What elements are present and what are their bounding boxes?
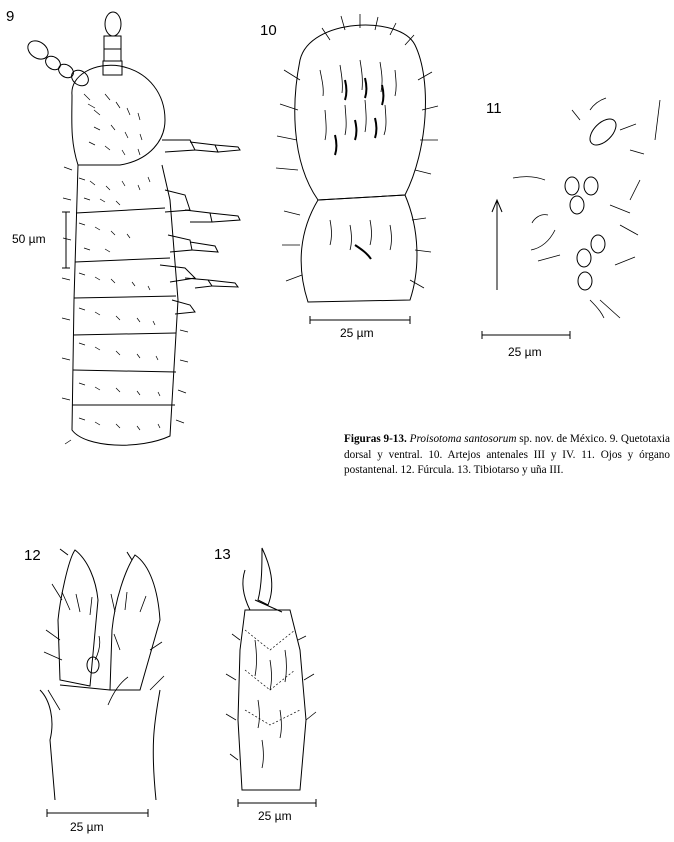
caption-species: Proisotoma santosorum <box>409 433 517 445</box>
fig9-animal-illustration <box>24 12 240 445</box>
fig11-number: 11 <box>486 100 502 117</box>
fig12-dens-right <box>110 555 160 690</box>
fig12-scale-label: 25 µm <box>70 820 104 834</box>
fig10-number: 10 <box>260 22 277 39</box>
fig9-body-outline <box>72 165 178 445</box>
fig11-eye <box>570 196 584 214</box>
fig12-manubrium <box>40 685 160 800</box>
fig9-head <box>72 65 165 165</box>
fig11-eyes-illustration <box>482 98 660 339</box>
fig13-number: 13 <box>214 546 231 563</box>
fig11-eye <box>578 272 592 290</box>
fig11-eye <box>591 235 605 253</box>
fig13-scale-label: 25 µm <box>258 809 292 823</box>
fig9-setae <box>62 94 188 444</box>
fig11-scale-label: 25 µm <box>508 345 542 359</box>
fig12-dens-left <box>58 550 98 686</box>
fig9-antenna-left <box>24 37 91 89</box>
fig13-claw <box>258 548 272 605</box>
fig12-setae <box>44 584 164 710</box>
fig12-furcula-illustration <box>40 549 164 817</box>
fig9-segment-lines <box>72 208 176 405</box>
fig11-eye <box>577 249 591 267</box>
caption-text: sp. nov. de México. 9. Quetotaxia dorsal y ventral. 10. Artejos antenales III y IV. 11. Ojos y órgano postantenal. 12. Fúrcula. 13. Tibiotarso y uña III. <box>344 433 670 476</box>
caption-label: Figuras 9-13. <box>344 433 407 445</box>
fig11-postantennal-organ <box>585 114 620 149</box>
fig10-segment-iv <box>295 25 426 200</box>
fig11-eye <box>565 177 579 195</box>
fig11-eye <box>584 177 598 195</box>
fig10-antenna-illustration <box>276 14 438 324</box>
figure-caption <box>344 432 670 479</box>
fig9-number: 9 <box>6 8 15 25</box>
fig12-number: 12 <box>24 547 41 564</box>
fig13-tibiotarsus-illustration <box>226 548 316 807</box>
fig13-tibiotarsus <box>238 610 306 790</box>
fig10-scale-label: 25 µm <box>340 326 374 340</box>
fig9-scale-label: 50 µm <box>12 232 46 246</box>
fig11-setae <box>513 98 660 318</box>
